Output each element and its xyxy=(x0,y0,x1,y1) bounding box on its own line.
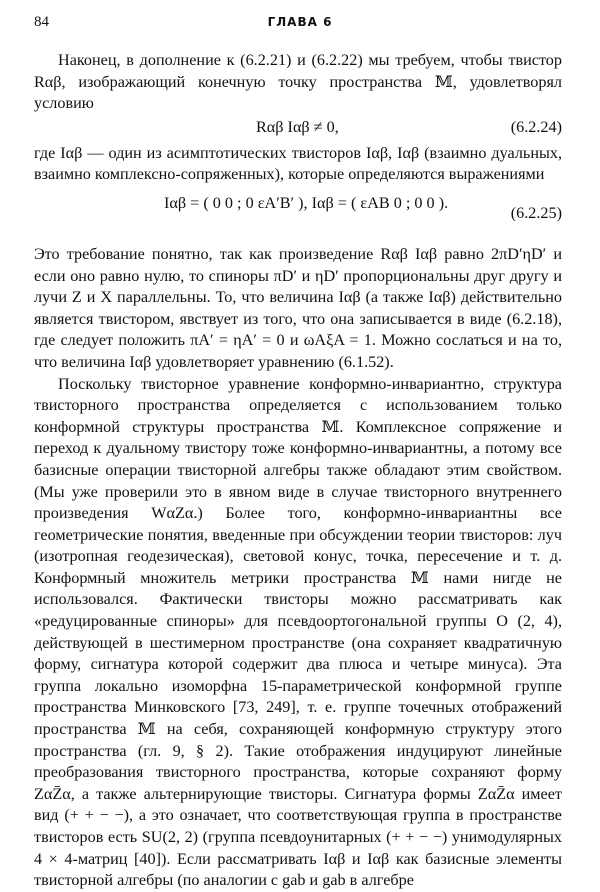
paragraph-2: где Iαβ — один из асимптотических твисторов Iαβ, Iαβ (взаимно дуальных, взаимно комплексно-сопряженных), которые определяются выражениями xyxy=(34,143,562,184)
equation-number: (6.2.24) xyxy=(510,117,562,136)
equation-6-2-24 xyxy=(34,115,562,143)
paragraph-4: Поскольку твисторное уравнение конформно-инвариантно, структура твисторного пространства определяется с использованием только конформной структуры пространства 𝕄. Комплексное сопряжение и переход к дуальному твистору тоже конформно-инвариантны, а потому все базисные операции твисторной алгебры также обладают этим свойством. (Мы уже проверили это в явном виде в случае твисторного внутреннего произведения WαZα.) Более того, конформно-инвариантны все геометрические понятия, введенные при обсуждении теории твисторов: луч (изотропная геодезическая), световой конус, точка, пересечение и т. д. Конформный множитель метрики пространства 𝕄 нами нигде не использовался. Фактически твисторы можно рассматривать как «редуцированные спиноры» для псевдоортогональной группы O (2, 4), действующей в шестимерном пространстве (она сохраняет квадратичную форму, сигнатура которой содержит два плюса и четыре минуса). Эта группа локально изоморфна 15-параметрической конформной группе пространства Минковского [73, 249], т. е. группе точечных отображений пространства 𝕄 на себя, сохраняющей конформную структуру этого пространства (гл. 9, § 2). Такие отображения индуцируют линейные преобразования твисторного пространства, которые сохраняют форму ZαZ̄α, а также альтернирующие твисторы. Сигнатура формы ZαZ̄α имеет вид (+ + − −), а это означает, что соответствующая группа в пространстве твисторов есть SU(2, 2) (группа псевдоунитарных (+ + − −) унимодулярных 4 × 4-матриц [40]). Если рассматривать Iαβ и Iαβ как базисные элементы твисторной алгебры (по аналогии с gab и gab в алгебре xyxy=(34,374,562,890)
equation-6-2-25 xyxy=(34,186,562,244)
paragraph-1: Наконец, в дополнение к (6.2.21) и (6.2.22) мы требуем, чтобы твистор Rαβ, изображающий конечную точку пространства 𝕄, удовлетворял условию xyxy=(34,51,562,113)
equation-number: (6.2.25) xyxy=(510,203,562,222)
running-title: ГЛАВА 6 xyxy=(267,15,333,29)
page-body xyxy=(34,50,562,892)
page-number: 84 xyxy=(34,14,49,30)
equation-formula: Iαβ = ( 0 0 ; 0 εA′B′ ), Iαβ = ( εAB 0 ; 0 0 ). xyxy=(164,193,449,212)
page-header xyxy=(0,14,600,38)
equation-formula: Rαβ Iαβ ≠ 0, xyxy=(256,117,339,136)
paragraph-3: Это требование понятно, так как произведение Rαβ Iαβ равно 2πD′ηD′ и если оно равно нулю, то спиноры πD′ и ηD′ пропорциональны друг другу и лучи Z и X параллельны. То, что величина Iαβ (а также Iαβ) действительно является твистором, явствует из того, что она записывается в виде (6.2.18), где следует положить πA′ = ηA′ = 0 и ωAξA = 1. Можно сослаться и на то, что величина Iαβ удовлетворяет уравнению (6.1.52). xyxy=(34,244,562,371)
